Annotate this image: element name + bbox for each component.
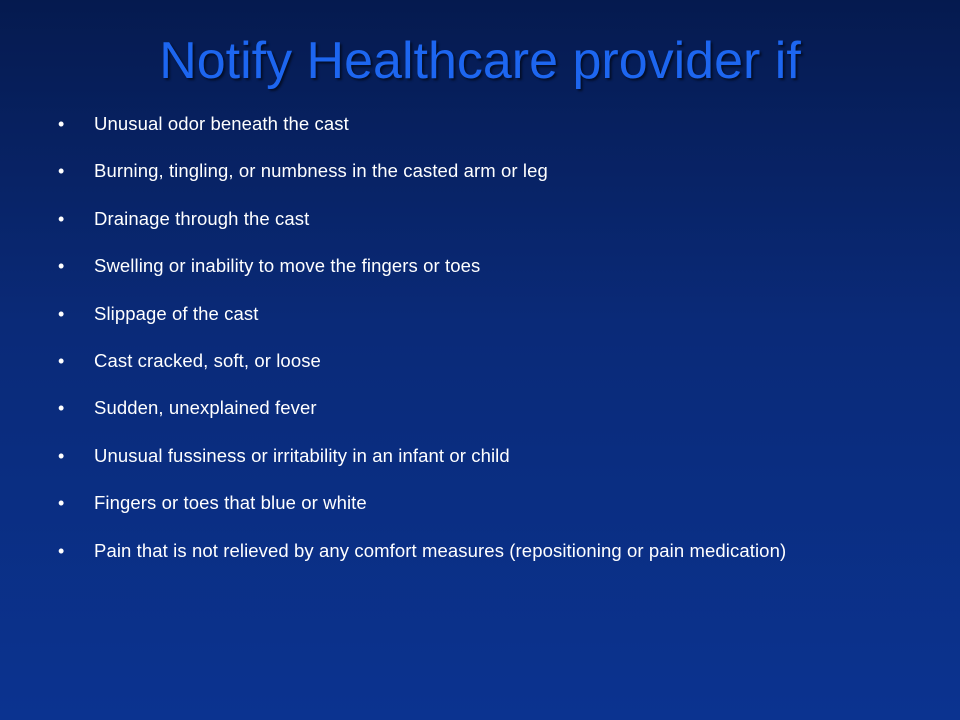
list-item [58,104,878,144]
list-item [58,483,878,523]
slide-title: Notify Healthcare provider if [159,32,801,90]
bullet-icon: • [58,303,65,324]
list-item-text: Unusual odor beneath the cast [94,113,349,134]
bullet-list [58,104,878,578]
list-item [58,388,878,428]
bullet-icon: • [58,540,65,561]
list-item-text: Pain that is not relieved by any comfort measures (repositioning or pain medication) [94,539,787,561]
list-item [58,246,878,286]
bullet-icon: • [58,256,65,277]
bullet-icon: • [58,161,65,182]
list-item [58,531,878,571]
list-item [58,341,878,381]
list-item-text: Unusual fussiness or irritability in an infant or child [94,444,510,466]
list-item [58,151,878,191]
list-item-text: Drainage through the cast [94,207,310,229]
list-item [58,199,878,239]
bullet-icon: • [58,445,65,466]
bullet-icon: • [58,208,65,229]
list-item-text: Slippage of the cast [94,302,259,324]
list-item [58,294,878,334]
bullet-icon: • [58,350,65,371]
list-item-text: Burning, tingling, or numbness in the casted arm or leg [94,160,548,182]
bullet-icon: • [58,398,65,419]
list-item-text: Sudden, unexplained fever [94,397,317,419]
list-item-text: Swelling or inability to move the fingers or toes [94,255,481,277]
bullet-icon: • [58,493,65,514]
list-item [58,436,878,476]
list-item-text: Fingers or toes that blue or white [94,492,367,514]
list-item-text: Cast cracked, soft, or loose [94,349,321,371]
bullet-icon: • [58,114,65,134]
